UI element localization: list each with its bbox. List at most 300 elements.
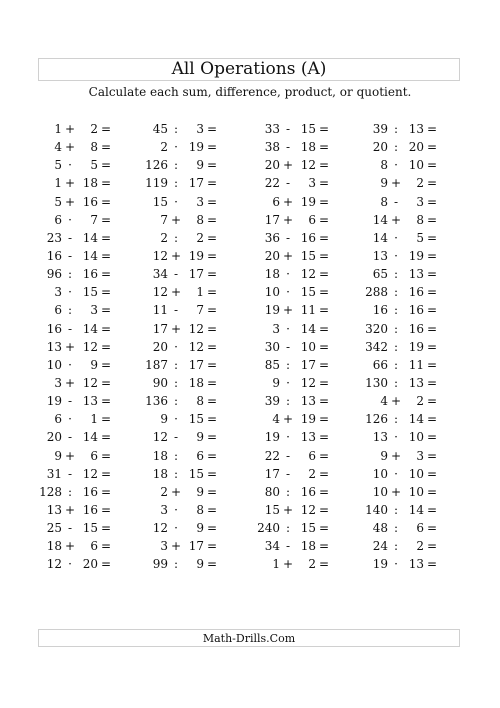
operator: -	[67, 230, 73, 245]
operand-b: 15	[188, 412, 204, 427]
operator: :	[285, 521, 291, 536]
operand-b: 19	[188, 248, 204, 263]
equals-sign: =	[318, 248, 330, 263]
operand-a: 17	[152, 321, 168, 336]
operator: -	[173, 430, 179, 445]
operator: ·	[286, 285, 290, 300]
problem-row	[0, 392, 500, 410]
operand-b: 13	[408, 267, 424, 282]
operand-a: 6	[54, 303, 62, 318]
problem-row	[0, 338, 500, 356]
operand-b: 15	[300, 285, 316, 300]
operand-b: 15	[300, 122, 316, 136]
operand-a: 119	[145, 176, 168, 191]
equals-sign: =	[206, 248, 218, 263]
operator: +	[282, 194, 294, 209]
operand-a: 8	[380, 194, 388, 209]
operand-b: 2	[416, 394, 424, 409]
operand-a: 20	[264, 158, 280, 173]
operator: -	[285, 539, 291, 554]
operand-a: 8	[380, 158, 388, 173]
operand-b: 8	[196, 212, 204, 227]
operator: :	[67, 484, 73, 499]
equals-sign: =	[206, 176, 218, 191]
operator: ·	[394, 557, 398, 572]
problem-row	[0, 410, 500, 428]
operator: -	[67, 430, 73, 445]
operand-a: 10	[264, 285, 280, 300]
operand-b: 19	[188, 140, 204, 155]
operand-a: 22	[264, 176, 280, 191]
equals-sign: =	[318, 140, 330, 155]
operand-a: 36	[264, 230, 280, 245]
operand-b: 19	[408, 248, 424, 263]
operand-b: 6	[90, 539, 98, 554]
equals-sign: =	[426, 375, 438, 390]
problem-row	[0, 501, 500, 519]
equals-sign: =	[100, 140, 112, 155]
operand-a: 96	[46, 267, 62, 282]
equals-sign: =	[206, 375, 218, 390]
operator: ·	[174, 140, 178, 155]
operand-a: 18	[264, 267, 280, 282]
operator: :	[393, 412, 399, 427]
operator: -	[285, 230, 291, 245]
operand-a: 12	[152, 285, 168, 300]
equals-sign: =	[100, 194, 112, 209]
operand-b: 2	[196, 230, 204, 245]
equals-sign: =	[206, 194, 218, 209]
operand-b: 17	[188, 176, 204, 191]
equals-sign: =	[206, 412, 218, 427]
operator: ·	[68, 212, 72, 227]
operator: ·	[394, 230, 398, 245]
equals-sign: =	[318, 412, 330, 427]
operand-a: 20	[264, 248, 280, 263]
operator: :	[173, 158, 179, 173]
operand-a: 90	[152, 375, 168, 390]
operator: :	[173, 448, 179, 463]
operator: ·	[394, 430, 398, 445]
operand-b: 2	[416, 539, 424, 554]
equals-sign: =	[100, 339, 112, 354]
equals-sign: =	[100, 502, 112, 517]
operand-b: 3	[196, 122, 204, 136]
equals-sign: =	[318, 176, 330, 191]
operator: +	[282, 502, 294, 517]
operand-b: 9	[90, 357, 98, 372]
operator: :	[393, 122, 399, 136]
operand-a: 13	[372, 430, 388, 445]
operand-b: 16	[408, 303, 424, 318]
operand-b: 16	[82, 484, 98, 499]
equals-sign: =	[100, 158, 112, 173]
footer-box	[38, 629, 460, 647]
operand-a: 5	[54, 194, 62, 209]
problem-row	[0, 519, 500, 537]
operand-a: 4	[380, 394, 388, 409]
operand-b: 13	[408, 122, 424, 136]
problem-row	[0, 374, 500, 392]
equals-sign: =	[100, 122, 112, 136]
operand-b: 3	[308, 176, 316, 191]
operand-b: 16	[300, 230, 316, 245]
problem-row	[0, 138, 500, 156]
problem-row	[0, 320, 500, 338]
operator: :	[67, 303, 73, 318]
operand-a: 10	[46, 357, 62, 372]
operand-b: 18	[300, 539, 316, 554]
operand-a: 10	[372, 484, 388, 499]
problem-row	[0, 174, 500, 192]
operand-b: 1	[196, 285, 204, 300]
operand-b: 13	[300, 430, 316, 445]
operand-b: 10	[408, 158, 424, 173]
operator: +	[282, 248, 294, 263]
operand-b: 12	[300, 502, 316, 517]
operand-b: 12	[188, 339, 204, 354]
operator: ·	[68, 357, 72, 372]
problem-row	[0, 193, 500, 211]
operand-b: 19	[300, 412, 316, 427]
operand-a: 65	[372, 267, 388, 282]
operator: +	[390, 212, 402, 227]
operator: ·	[68, 557, 72, 572]
operator: +	[170, 539, 182, 554]
equals-sign: =	[426, 412, 438, 427]
operator: :	[285, 357, 291, 372]
operand-a: 126	[365, 412, 388, 427]
instructions: Calculate each sum, difference, product, or quotient.	[88, 85, 412, 99]
equals-sign: =	[100, 412, 112, 427]
operator: ·	[174, 521, 178, 536]
operand-a: 6	[272, 194, 280, 209]
operator: :	[173, 122, 179, 136]
operand-b: 7	[196, 303, 204, 318]
equals-sign: =	[426, 394, 438, 409]
operand-b: 9	[196, 484, 204, 499]
equals-sign: =	[100, 321, 112, 336]
operand-b: 16	[408, 285, 424, 300]
operator: -	[67, 466, 73, 481]
operator: :	[393, 539, 399, 554]
operator: -	[173, 267, 179, 282]
equals-sign: =	[318, 321, 330, 336]
operator: +	[390, 394, 402, 409]
operand-a: 19	[264, 430, 280, 445]
operand-a: 20	[46, 430, 62, 445]
operand-a: 34	[152, 267, 168, 282]
operand-a: 16	[46, 248, 62, 263]
operand-a: 22	[264, 448, 280, 463]
equals-sign: =	[318, 394, 330, 409]
operand-b: 1	[90, 412, 98, 427]
equals-sign: =	[318, 539, 330, 554]
operand-b: 2	[308, 466, 316, 481]
operand-a: 3	[160, 539, 168, 554]
operator: :	[393, 267, 399, 282]
problem-row	[0, 229, 500, 247]
equals-sign: =	[318, 357, 330, 372]
operator: :	[393, 285, 399, 300]
operand-b: 10	[300, 339, 316, 354]
equals-sign: =	[206, 466, 218, 481]
operator: +	[170, 484, 182, 499]
operand-b: 3	[416, 448, 424, 463]
equals-sign: =	[318, 484, 330, 499]
operator: -	[285, 122, 291, 136]
equals-sign: =	[206, 394, 218, 409]
operand-a: 12	[46, 557, 62, 572]
operand-b: 16	[82, 267, 98, 282]
equals-sign: =	[318, 285, 330, 300]
operand-b: 5	[416, 230, 424, 245]
operand-a: 187	[145, 357, 168, 372]
operator: ·	[68, 412, 72, 427]
operator: :	[173, 375, 179, 390]
operand-a: 9	[380, 176, 388, 191]
operand-a: 3	[160, 502, 168, 517]
equals-sign: =	[206, 521, 218, 536]
equals-sign: =	[206, 140, 218, 155]
operand-b: 19	[300, 194, 316, 209]
equals-sign: =	[100, 430, 112, 445]
problem-row	[0, 428, 500, 446]
operand-a: 85	[264, 357, 280, 372]
problem-row	[0, 156, 500, 174]
equals-sign: =	[426, 357, 438, 372]
equals-sign: =	[206, 557, 218, 572]
operand-a: 14	[372, 212, 388, 227]
operand-b: 6	[416, 521, 424, 536]
operand-b: 9	[196, 430, 204, 445]
equals-sign: =	[426, 122, 438, 136]
operand-b: 14	[300, 321, 316, 336]
operator: +	[64, 122, 76, 136]
operand-b: 6	[90, 448, 98, 463]
operand-a: 320	[365, 321, 388, 336]
page-title: All Operations (A)	[171, 59, 327, 79]
operator: -	[67, 321, 73, 336]
operator: -	[285, 176, 291, 191]
operand-a: 2	[160, 230, 168, 245]
operand-a: 48	[372, 521, 388, 536]
operand-a: 10	[372, 466, 388, 481]
operator: :	[285, 394, 291, 409]
operator: :	[173, 394, 179, 409]
operator: +	[64, 502, 76, 517]
operator: :	[393, 357, 399, 372]
operator: +	[64, 140, 76, 155]
operand-b: 17	[300, 357, 316, 372]
operand-a: 13	[46, 502, 62, 517]
operand-b: 13	[300, 394, 316, 409]
equals-sign: =	[318, 122, 330, 136]
operator: :	[173, 357, 179, 372]
operand-b: 18	[82, 176, 98, 191]
operand-b: 13	[408, 557, 424, 572]
operand-b: 15	[300, 521, 316, 536]
operator: :	[393, 303, 399, 318]
equals-sign: =	[100, 230, 112, 245]
equals-sign: =	[318, 339, 330, 354]
operand-b: 14	[408, 412, 424, 427]
operand-b: 5	[90, 158, 98, 173]
equals-sign: =	[318, 521, 330, 536]
equals-sign: =	[318, 230, 330, 245]
equals-sign: =	[318, 557, 330, 572]
operand-b: 20	[82, 557, 98, 572]
operator: +	[170, 248, 182, 263]
operand-b: 16	[300, 484, 316, 499]
operand-a: 99	[152, 557, 168, 572]
operator: +	[64, 194, 76, 209]
operand-b: 18	[188, 375, 204, 390]
operator: +	[282, 557, 294, 572]
equals-sign: =	[426, 448, 438, 463]
operand-a: 14	[372, 230, 388, 245]
operator: ·	[286, 375, 290, 390]
operand-a: 19	[264, 303, 280, 318]
operator: :	[393, 521, 399, 536]
equals-sign: =	[318, 158, 330, 173]
operand-a: 9	[380, 448, 388, 463]
operand-a: 12	[152, 248, 168, 263]
operand-b: 9	[196, 557, 204, 572]
operand-a: 11	[152, 303, 168, 318]
operand-b: 18	[300, 140, 316, 155]
operator: +	[64, 339, 76, 354]
operand-a: 39	[264, 394, 280, 409]
operand-a: 15	[264, 502, 280, 517]
equals-sign: =	[426, 466, 438, 481]
operand-b: 17	[188, 267, 204, 282]
operand-b: 8	[416, 212, 424, 227]
equals-sign: =	[206, 484, 218, 499]
operand-a: 1	[54, 176, 62, 191]
operand-b: 11	[408, 357, 424, 372]
equals-sign: =	[426, 212, 438, 227]
operator: ·	[68, 285, 72, 300]
equals-sign: =	[100, 484, 112, 499]
equals-sign: =	[206, 357, 218, 372]
operand-a: 20	[372, 140, 388, 155]
operand-b: 15	[82, 521, 98, 536]
operand-a: 45	[152, 122, 168, 136]
operand-b: 16	[408, 321, 424, 336]
problem-row	[0, 465, 500, 483]
operand-b: 12	[300, 267, 316, 282]
operand-a: 130	[365, 375, 388, 390]
operand-a: 288	[365, 285, 388, 300]
operand-a: 2	[160, 140, 168, 155]
operator: ·	[174, 502, 178, 517]
equals-sign: =	[426, 158, 438, 173]
equals-sign: =	[318, 194, 330, 209]
equals-sign: =	[100, 357, 112, 372]
operator: ·	[394, 158, 398, 173]
operator: :	[173, 176, 179, 191]
operand-b: 20	[408, 140, 424, 155]
operand-b: 2	[90, 122, 98, 136]
operand-b: 10	[408, 466, 424, 481]
operator: +	[170, 285, 182, 300]
operator: +	[282, 158, 294, 173]
equals-sign: =	[426, 176, 438, 191]
operand-a: 126	[145, 158, 168, 173]
operand-b: 13	[408, 375, 424, 390]
operator: ·	[286, 267, 290, 282]
operator: +	[390, 484, 402, 499]
operand-b: 19	[408, 339, 424, 354]
operand-a: 39	[372, 122, 388, 136]
operand-b: 12	[300, 375, 316, 390]
operand-a: 9	[54, 448, 62, 463]
equals-sign: =	[318, 466, 330, 481]
operand-a: 17	[264, 212, 280, 227]
operand-b: 7	[90, 212, 98, 227]
operator: :	[393, 321, 399, 336]
operand-a: 25	[46, 521, 62, 536]
operator: +	[390, 176, 402, 191]
operand-a: 31	[46, 466, 62, 481]
equals-sign: =	[206, 267, 218, 282]
operand-a: 34	[264, 539, 280, 554]
operator: ·	[174, 194, 178, 209]
equals-sign: =	[100, 176, 112, 191]
equals-sign: =	[206, 502, 218, 517]
operand-b: 17	[188, 539, 204, 554]
operand-b: 12	[188, 321, 204, 336]
operator: ·	[394, 466, 398, 481]
operand-a: 18	[152, 466, 168, 481]
operand-a: 240	[257, 521, 280, 536]
equals-sign: =	[318, 430, 330, 445]
equals-sign: =	[100, 375, 112, 390]
problem-row	[0, 356, 500, 374]
operand-b: 14	[408, 502, 424, 517]
operand-a: 16	[372, 303, 388, 318]
operand-b: 12	[82, 375, 98, 390]
operator: -	[285, 140, 291, 155]
operand-a: 3	[54, 375, 62, 390]
operand-b: 2	[416, 176, 424, 191]
operator: -	[67, 394, 73, 409]
operand-b: 8	[196, 394, 204, 409]
operator: +	[390, 448, 402, 463]
operand-a: 12	[152, 430, 168, 445]
operator: +	[64, 448, 76, 463]
operator: :	[173, 557, 179, 572]
operator: +	[282, 212, 294, 227]
operand-a: 16	[46, 321, 62, 336]
operand-a: 23	[46, 230, 62, 245]
operand-b: 11	[300, 303, 316, 318]
operand-a: 3	[54, 285, 62, 300]
equals-sign: =	[318, 502, 330, 517]
operand-b: 12	[82, 466, 98, 481]
operand-a: 4	[54, 140, 62, 155]
operator: -	[285, 339, 291, 354]
problem-row	[0, 211, 500, 229]
operand-a: 1	[54, 122, 62, 136]
operand-a: 18	[152, 448, 168, 463]
operand-b: 3	[196, 194, 204, 209]
problem-row	[0, 247, 500, 265]
equals-sign: =	[426, 521, 438, 536]
equals-sign: =	[206, 285, 218, 300]
operand-b: 16	[82, 194, 98, 209]
